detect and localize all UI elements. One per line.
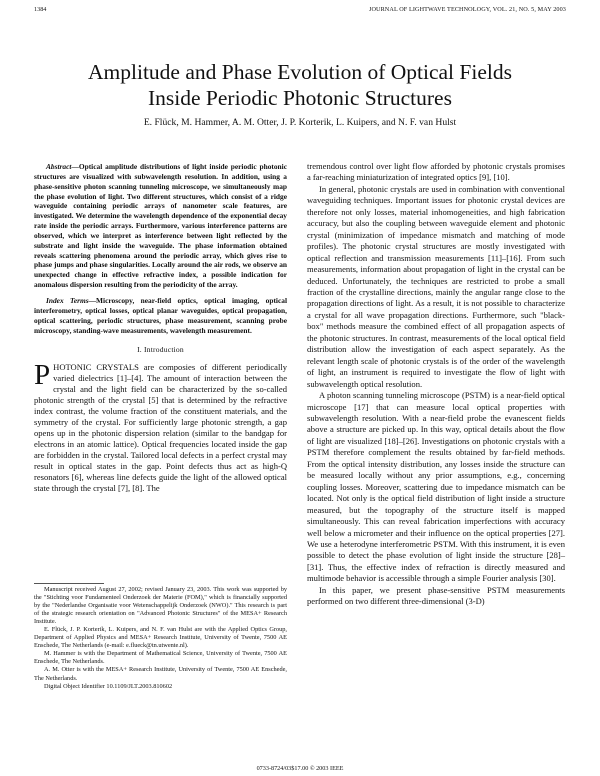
footnote-affiliation-2: M. Hammer is with the Department of Mathematical Science, University of Twente, 7500 AE Enschede, The Netherlands. xyxy=(34,650,287,666)
paper-title xyxy=(20,59,580,111)
index-terms-label: Index Terms— xyxy=(46,295,97,305)
intro-paragraph xyxy=(34,359,287,493)
footnote-rule xyxy=(34,583,104,584)
footnotes xyxy=(34,583,287,691)
abstract-text: Optical amplitude distributions of light inside periodic photonic structures are visualized with subwavelength resolution. In addition, using a phase-sensitive photon scanning tunneling microscope, we simultaneously map the phase evolution of light. Two different structures, which consist of a ridge waveguide containing periodic arrays of nanometer scale features, are investigated. We determine the wavelength dependence of the exponential decay rate inside the periodic arrays. Furthermore, various interference patterns are observed, which we interpret as interference between light reflected by the substrate and light inside the waveguide. The phase information obtained reveals scattering phenomena around the periodic array, which gives rise to phase jumps and phase singularities. Locally around the air rods, we observe an unexpected change in effective refractive index, a possible indication for anomalous dispersion resulting from the periodicity of the array. xyxy=(34,162,287,290)
drop-cap: P xyxy=(34,359,51,392)
footnote-affiliation-1: E. Flück, J. P. Korterik, L. Kuipers, and N. F. van Hulst are with the Applied Optics Group, Department of Applied Physics and MESA+ Research Institute, University of Twente, 7500 AE Enschede, The Netherlands (e-mail: e.flueck@tn.utwente.nl). xyxy=(34,626,287,650)
body-paragraph-1: tremendous control over light flow afforded by photonic crystals promises a far-reaching miniaturization of integrated optics [9], [10]. xyxy=(307,161,565,183)
title-line-2: Inside Periodic Photonic Structures xyxy=(148,86,452,110)
body-paragraph-3: A photon scanning tunneling microscope (PSTM) is a near-field optical microscope [17] that can measure local optical properties with subwavelength resolution. With a near-field probe the evanescent fields above a structure are picked up. In this way, optical details about the flow of light are visualized [18]–[26]. Investigations on photonic crystals with a PSTM therefore complement the results obtained by far-field methods. From the optical intensity distribution, any losses inside the structure can be measured locally without any prior assumptions, e.g., concerning coupling losses. Moreover, scattering due to impedance mismatch can be located. Not only is the optical field distribution of light inside a structure measured, but the topography of the structure itself is mapped simultaneously. This can reveal fabrication imperfections with accuracy well below a micrometer and their influence on the optical properties [27]. We use a heterodyne interferometric PSTM. With this instrument, it is even possible to detect the phase evolution of light inside the structure [28]–[31]. Thus, the effective index of refraction is directly measured and multimode behavior is accessible through a simple Fourier analysis [30]. xyxy=(307,390,565,584)
abstract-label: Abstract— xyxy=(46,162,79,171)
title-line-1: Amplitude and Phase Evolution of Optical Fields xyxy=(88,60,512,84)
page-number: 1384 xyxy=(34,6,47,13)
author-list: E. Flück, M. Hammer, A. M. Otter, J. P. Korterik, L. Kuipers, and N. F. van Hulst xyxy=(143,117,457,128)
footnote-doi: Digital Object Identifier 10.1109/JLT.2003.810602 xyxy=(44,682,173,690)
copyright-footer: 0733-8724/03$17.00 © 2003 IEEE xyxy=(256,765,344,772)
footnote-affiliation-3: A. M. Otter is with the MESA+ Research Institute, University of Twente, 7500 AE Enschede, The Netherlands. xyxy=(34,666,287,682)
index-terms-text: Microscopy, near-field optics, optical imaging, optical interferometry, optical losses, optical planar waveguides, optical propagation, optical scattering, periodic structures, phase measurement, scanning probe microscopy, standing-wave measurements, wavelength measurement. xyxy=(34,295,288,335)
left-column xyxy=(34,162,287,494)
body-paragraph-4: In this paper, we present phase-sensitive PSTM measurements performed on two different three-dimensional (3-D) xyxy=(307,584,565,607)
index-terms xyxy=(34,296,287,335)
footnote-received: Manuscript received August 27, 2002; revised January 23, 2003. This work was supported by the "Stichting voor Fundamenteel Onderzoek der Materie (FOM)," which is financially supported by the "Nederlandse Organisatie voor Wetenschappelijk Onderzoek (NWO)." This research is part of the strategic research orientation on "Advanced Photonic Structures" of the MESA+ Research Institute. xyxy=(34,586,287,626)
body-paragraph-2: In general, photonic crystals are used in combination with conventional waveguiding techniques. Important issues for photonic crystal devices are therefore not only losses, material inhomogeneities, and high fabrication accuracy, but also the coupling between waveguide element and photonic crystal (minimization of impedance mismatch and matching of mode profiles). The photonic crystal structures are mostly investigated with optical reflection and transmission measurements [11]–[16]. From such measurements, information about propagation of light in the crystal can be deduced. Unfortunately, the techniques are restricted to probe a small fraction of the crystalline directions, mainly the angular range close to the propagation directions of light. As a result, it is not possible to characterize a crystal for all wave propagation directions. Furthermore, such "black-box" methods measure the combined effect of all propagation aspects of the photonic structures. In contrast, measurements of the local optical field distribution allow the investigation of each aspect separately. As the relevant length scale of photonic crystals is of the order of the wavelength of light, an instrument is required to investigate the flow of light with subwavelength optical resolution. xyxy=(307,183,565,389)
intro-text: HOTONIC CRYSTALS are composies of different periodically varied dielectrics [1]–[4]. The amount of interaction between the crystal and the light field can be characterized by the so-called photonic strength of the crystal [5] that is determined by the refractive index contrast, the volume fraction of the constituent materials, and the symmetry of the crystal. For sufficiently large photonic strength, a gap opens up in the photonic dispersion relation (similar to the bandgap for electrons in an atomic lattice). Optical frequencies located inside the gap are forbidden in the crystal. Tailored local defects in a perfect crystal may result in optical states in the gap. Point defects thus act as high-Q resonators [6], whereas line defects guide the light of the allowed optical state through the crystal [7], [8]. The xyxy=(34,362,287,493)
abstract xyxy=(34,162,287,290)
section-heading: I. Introduction xyxy=(137,345,184,355)
right-column xyxy=(307,161,565,608)
journal-title: JOURNAL OF LIGHTWAVE TECHNOLOGY, VOL. 21, NO. 5, MAY 2003 xyxy=(368,6,566,13)
running-header xyxy=(34,6,566,16)
